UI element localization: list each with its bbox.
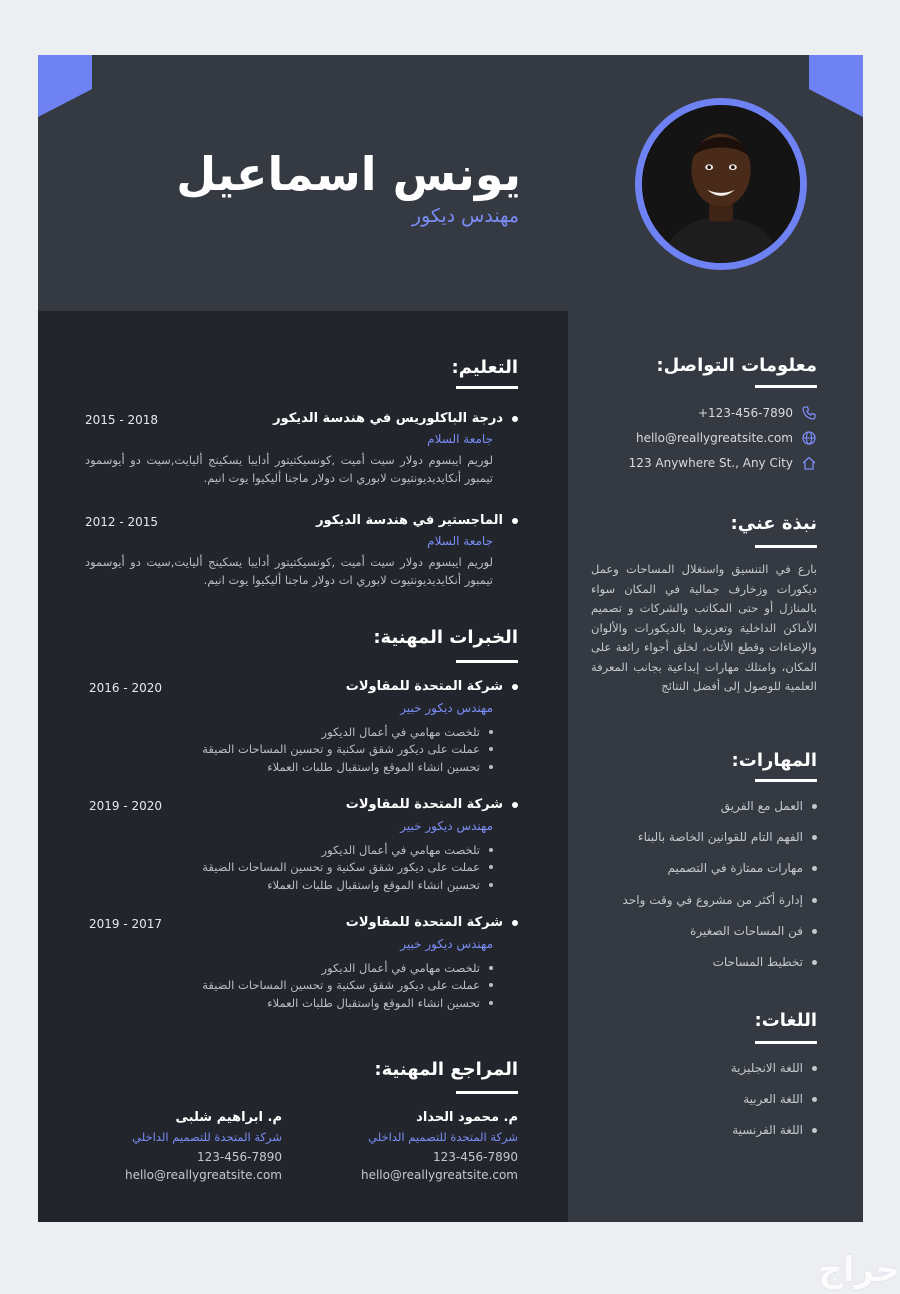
reference-card xyxy=(82,1110,282,1182)
references-heading: المراجع المهنية: xyxy=(374,1059,518,1080)
languages-heading: اللغات: xyxy=(754,1010,817,1031)
bullet-icon xyxy=(812,835,817,840)
experience-task: عملت على ديكور شقق سكنية و تحسين المساحات الضيقة xyxy=(202,978,493,992)
heading-underline xyxy=(755,545,817,548)
contact-phone xyxy=(698,405,817,421)
contact-address xyxy=(629,455,817,471)
experience-dates: 2019 - 2020 xyxy=(89,799,163,813)
education-degree: الماجستير في هندسة الديكور xyxy=(316,513,518,528)
education-dates: 2012 - 2015 xyxy=(85,515,159,529)
experience-task: تلخصت مهامي في أعمال الديكور xyxy=(322,725,493,739)
bullet-icon xyxy=(489,1001,493,1005)
job-title: مهندس ديكور xyxy=(411,205,519,227)
experience-company: شركة المتحدة للمقاولات xyxy=(346,679,518,694)
haraj-watermark: حراج xyxy=(818,1250,900,1290)
globe-icon xyxy=(801,430,817,446)
bullet-icon xyxy=(512,684,518,690)
reference-phone: 123-456-7890 xyxy=(432,1150,518,1164)
experience-heading: الخبرات المهنية: xyxy=(373,627,518,648)
bullet-icon xyxy=(512,802,518,808)
experience-task: تلخصت مهامي في أعمال الديكور xyxy=(322,843,493,857)
corner-ribbon-left xyxy=(38,55,92,117)
bullet-icon xyxy=(489,730,493,734)
bullet-icon xyxy=(812,898,817,903)
bullet-icon xyxy=(489,747,493,751)
bullet-icon xyxy=(512,518,518,524)
experience-role: مهندس ديكور خبير xyxy=(400,819,493,833)
skill-item: إدارة أكثر من مشروع في وقت واحد xyxy=(623,893,817,907)
bullet-icon xyxy=(812,960,817,965)
about-heading: نبذة عني: xyxy=(730,513,817,534)
bullet-icon xyxy=(489,883,493,887)
experience-dates: 2016 - 2020 xyxy=(89,681,163,695)
heading-underline xyxy=(456,386,518,389)
heading-underline xyxy=(755,1041,817,1044)
language-item: اللغة الانجليزية xyxy=(731,1061,817,1075)
contact-heading: معلومات التواصل: xyxy=(656,355,817,376)
bullet-icon xyxy=(812,1097,817,1102)
experience-task: تحسين انشاء الموقع واستقبال طلبات العملاء xyxy=(267,878,493,892)
phone-icon xyxy=(801,405,817,421)
reference-name: م. ابراهيم شلبى xyxy=(175,1110,282,1125)
experience-company: شركة المتحدة للمقاولات xyxy=(346,915,518,930)
heading-underline xyxy=(755,385,817,388)
skill-item: تخطيط المساحات xyxy=(713,955,817,969)
reference-phone: 123-456-7890 xyxy=(196,1150,282,1164)
bullet-icon xyxy=(812,866,817,871)
education-dates: 2015 - 2018 xyxy=(85,413,159,427)
resume-page xyxy=(38,55,863,1222)
experience-role: مهندس ديكور خبير xyxy=(400,701,493,715)
bullet-icon xyxy=(512,920,518,926)
bullet-icon xyxy=(489,865,493,869)
skills-heading: المهارات: xyxy=(731,750,817,771)
corner-ribbon-right xyxy=(809,55,863,117)
education-school: جامعة السلام xyxy=(427,534,493,548)
experience-company: شركة المتحدة للمقاولات xyxy=(346,797,518,812)
about-text: بارع في التنسيق واستغلال المساحات وعمل ديكورات وزخارف جمالية في المكان سواء بالمنازل أو حتى المكاتب والشركات و تصميم الأماكن الداخلية وتعزيزها بالديكورات والألوان والإضاءات وقطع الأثاث، لخلق أجواء رائعة على المكان، وامتلك مهارات إبداعية بجانب المعرفة العلمية للوصول إلى أفضل النتائج xyxy=(591,562,817,693)
heading-underline xyxy=(456,660,518,663)
bullet-icon xyxy=(489,848,493,852)
reference-email: hello@reallygreatsite.com xyxy=(124,1168,282,1182)
skill-item: الفهم التام للقوانين الخاصة بالبناء xyxy=(638,830,817,844)
contact-email-text: hello@reallygreatsite.com xyxy=(635,431,793,445)
bullet-icon xyxy=(489,966,493,970)
reference-email: hello@reallygreatsite.com xyxy=(360,1168,518,1182)
profile-photo xyxy=(635,98,807,270)
experience-task: عملت على ديكور شقق سكنية و تحسين المساحات الضيقة xyxy=(202,860,493,874)
bullet-icon xyxy=(812,1066,817,1071)
experience-role: مهندس ديكور خبير xyxy=(400,937,493,951)
experience-task: تحسين انشاء الموقع واستقبال طلبات العملاء xyxy=(267,760,493,774)
language-item: اللغة العربية xyxy=(743,1092,817,1106)
education-school: جامعة السلام xyxy=(427,432,493,446)
skill-item: فن المساحات الصغيرة xyxy=(690,924,817,938)
bullet-icon xyxy=(812,1128,817,1133)
education-description: لوريم ايبسوم دولار سيت أميت ,كونسيكتيتور أدايبا يسكينج أليايت,سيت دو أيوسمود تيمبور أنكايديديونتيوت لابوري ات دولار ماجنا أليكيوا يوت انيم. xyxy=(85,453,493,485)
reference-name: م. محمود الحداد xyxy=(416,1110,518,1125)
skill-item: مهارات ممتازة في التصميم xyxy=(667,861,817,875)
bullet-icon xyxy=(812,804,817,809)
home-icon xyxy=(801,455,817,471)
skill-item: العمل مع الفريق xyxy=(721,799,817,813)
bullet-icon xyxy=(489,983,493,987)
reference-company: شركة المتحدة للتصميم الداخلي xyxy=(132,1130,282,1144)
reference-company: شركة المتحدة للتصميم الداخلي xyxy=(368,1130,518,1144)
contact-address-text: 123 Anywhere St., Any City xyxy=(628,456,793,470)
heading-underline xyxy=(755,779,817,782)
contact-email xyxy=(636,430,817,446)
experience-dates: 2019 - 2017 xyxy=(89,917,163,931)
bullet-icon xyxy=(489,765,493,769)
bullet-icon xyxy=(512,416,518,422)
experience-task: عملت على ديكور شقق سكنية و تحسين المساحات الضيقة xyxy=(202,742,493,756)
reference-card xyxy=(318,1110,518,1182)
education-description: لوريم ايبسوم دولار سيت أميت ,كونسيكتيتور أدايبا يسكينج أليايت,سيت دو أيوسمود تيمبور أنكايديديونتيوت لابوري ات دولار ماجنا أليكيوا يوت انيم. xyxy=(85,555,493,587)
experience-task: تحسين انشاء الموقع واستقبال طلبات العملاء xyxy=(267,996,493,1010)
contact-phone-text: +123-456-7890 xyxy=(697,406,793,420)
person-name: يونس اسماعيل xyxy=(176,147,521,201)
bullet-icon xyxy=(812,929,817,934)
heading-underline xyxy=(456,1091,518,1094)
language-item: اللغة الفرنسية xyxy=(732,1123,817,1137)
experience-task: تلخصت مهامي في أعمال الديكور xyxy=(322,961,493,975)
education-heading: التعليم: xyxy=(451,357,518,378)
education-degree: درجة الباكلوريس في هندسة الديكور xyxy=(273,411,518,426)
